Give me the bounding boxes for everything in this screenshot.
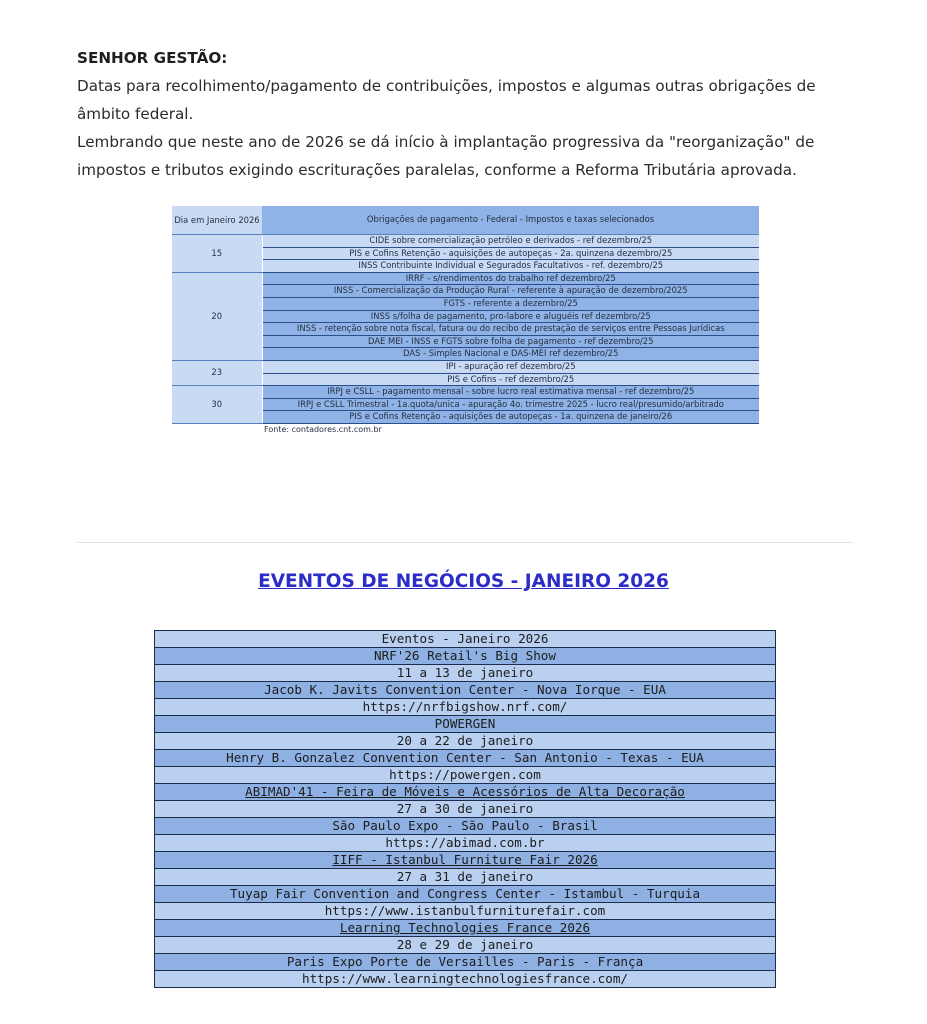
obligation-cell: PIS e Cofins - ref dezembro/25 xyxy=(262,373,759,386)
obligation-cell: INSS - Comercialização da Produção Rural - referente à apuração de dezembro/2025 xyxy=(262,285,759,298)
event-venue: Tuyap Fair Convention and Congress Center - Istambul - Turquia xyxy=(155,886,776,903)
event-url: https://nrfbigshow.nrf.com/ xyxy=(155,699,776,716)
event-url: https://www.learningtechnologiesfrance.com/ xyxy=(155,971,776,988)
obligation-cell: IRPJ e CSLL Trimestral - 1a.quota/unica - apuração 4o. trimestre 2025 - lucro real/presumido/arbitrado xyxy=(262,398,759,411)
event-url: https://www.istanbulfurniturefair.com xyxy=(155,903,776,920)
tax-row xyxy=(172,272,759,285)
tax-source-row xyxy=(172,423,759,436)
table-row xyxy=(155,682,776,699)
table-row xyxy=(155,920,776,937)
obligation-cell: PIS e Cofins Retenção - aquisições de autopeças - 2a. quinzena dezembro/25 xyxy=(262,247,759,260)
obligation-cell: FGTS - referente a dezembro/25 xyxy=(262,297,759,310)
obligation-cell: DAS - Simples Nacional e DAS-MEI ref dezembro/25 xyxy=(262,348,759,361)
event-url: https://abimad.com.br xyxy=(155,835,776,852)
event-venue: Paris Expo Porte de Versailles - Paris - França xyxy=(155,954,776,971)
table-row xyxy=(155,869,776,886)
table-row xyxy=(155,852,776,869)
tax-calendar-table xyxy=(172,206,759,436)
day-cell: 30 xyxy=(172,386,262,424)
table-row xyxy=(155,716,776,733)
intro-paragraph-1: Datas para recolhimento/pagamento de contribuições, impostos e algumas outras obrigações de âmbito federal. xyxy=(77,77,816,123)
obligation-cell: IRPJ e CSLL - pagamento mensal - sobre lucro real estimativa mensal - ref dezembro/25 xyxy=(262,386,759,399)
obligation-cell: INSS Contribuinte Individual e Segurados Facultativos - ref. dezembro/25 xyxy=(262,260,759,273)
source-note: Fonte: contadores.cnt.com.br xyxy=(262,423,759,436)
intro-heading: SENHOR GESTÃO: xyxy=(77,49,228,67)
table-row xyxy=(155,767,776,784)
event-name-link[interactable]: Learning Technologies France 2026 xyxy=(155,920,776,937)
table-row xyxy=(155,750,776,767)
event-url: https://powergen.com xyxy=(155,767,776,784)
day-cell: 23 xyxy=(172,360,262,385)
event-venue: Jacob K. Javits Convention Center - Nova Iorque - EUA xyxy=(155,682,776,699)
intro-paragraph-2: Lembrando que neste ano de 2026 se dá início à implantação progressiva da "reorganização" de impostos e tributos exigindo escriturações paralelas, conforme a Reforma Tributária aprovada. xyxy=(77,133,815,179)
event-date: 27 a 31 de janeiro xyxy=(155,869,776,886)
events-title-link[interactable]: EVENTOS DE NEGÓCIOS - JANEIRO 2026 xyxy=(258,571,669,592)
events-header-row xyxy=(155,631,776,648)
table-row xyxy=(155,886,776,903)
obligation-cell: CIDE sobre comercialização petróleo e derivados - ref dezembro/25 xyxy=(262,235,759,248)
table-row xyxy=(155,648,776,665)
tax-row xyxy=(172,360,759,373)
obligation-cell: PIS e Cofins Retenção - aquisições de autopeças - 1a. quinzena de janeiro/26 xyxy=(262,411,759,424)
table-row xyxy=(155,784,776,801)
day-cell: 15 xyxy=(172,235,262,273)
events-table xyxy=(154,630,776,988)
tax-row xyxy=(172,386,759,399)
header-day: Dia em Janeiro 2026 xyxy=(172,206,262,235)
obligation-cell: IRRF - s/rendimentos do trabalho ref dezembro/25 xyxy=(262,272,759,285)
tax-row xyxy=(172,235,759,248)
table-row xyxy=(155,903,776,920)
table-row xyxy=(155,971,776,988)
table-row xyxy=(155,665,776,682)
table-row xyxy=(155,733,776,750)
table-row xyxy=(155,937,776,954)
event-name-link[interactable]: ABIMAD'41 - Feira de Móveis e Acessórios de Alta Decoração xyxy=(155,784,776,801)
header-obligations: Obrigações de pagamento - Federal - Impostos e taxas selecionados xyxy=(262,206,759,235)
event-name: POWERGEN xyxy=(155,716,776,733)
section-divider xyxy=(77,542,853,543)
obligation-cell: DAE MEI - INSS e FGTS sobre folha de pagamento - ref dezembro/25 xyxy=(262,335,759,348)
table-row xyxy=(155,818,776,835)
event-venue: Henry B. Gonzalez Convention Center - San Antonio - Texas - EUA xyxy=(155,750,776,767)
event-date: 11 a 13 de janeiro xyxy=(155,665,776,682)
event-date: 20 a 22 de janeiro xyxy=(155,733,776,750)
tax-table-header xyxy=(172,206,759,235)
source-spacer xyxy=(172,423,262,436)
event-name-link[interactable]: IIFF - Istanbul Furniture Fair 2026 xyxy=(155,852,776,869)
event-date: 27 a 30 de janeiro xyxy=(155,801,776,818)
table-row xyxy=(155,954,776,971)
event-date: 28 e 29 de janeiro xyxy=(155,937,776,954)
day-cell: 20 xyxy=(172,272,262,360)
events-header: Eventos - Janeiro 2026 xyxy=(155,631,776,648)
obligation-cell: INSS s/folha de pagamento, pro-labore e aluguéis ref dezembro/25 xyxy=(262,310,759,323)
table-row xyxy=(155,699,776,716)
table-row xyxy=(155,801,776,818)
event-name: NRF'26 Retail's Big Show xyxy=(155,648,776,665)
event-venue: São Paulo Expo - São Paulo - Brasil xyxy=(155,818,776,835)
table-row xyxy=(155,835,776,852)
obligation-cell: INSS - retenção sobre nota fiscal, fatura ou do recibo de prestação de serviços entre Pessoas Jurídicas xyxy=(262,323,759,336)
intro-text xyxy=(77,44,867,184)
obligation-cell: IPI - apuração ref dezembro/25 xyxy=(262,360,759,373)
